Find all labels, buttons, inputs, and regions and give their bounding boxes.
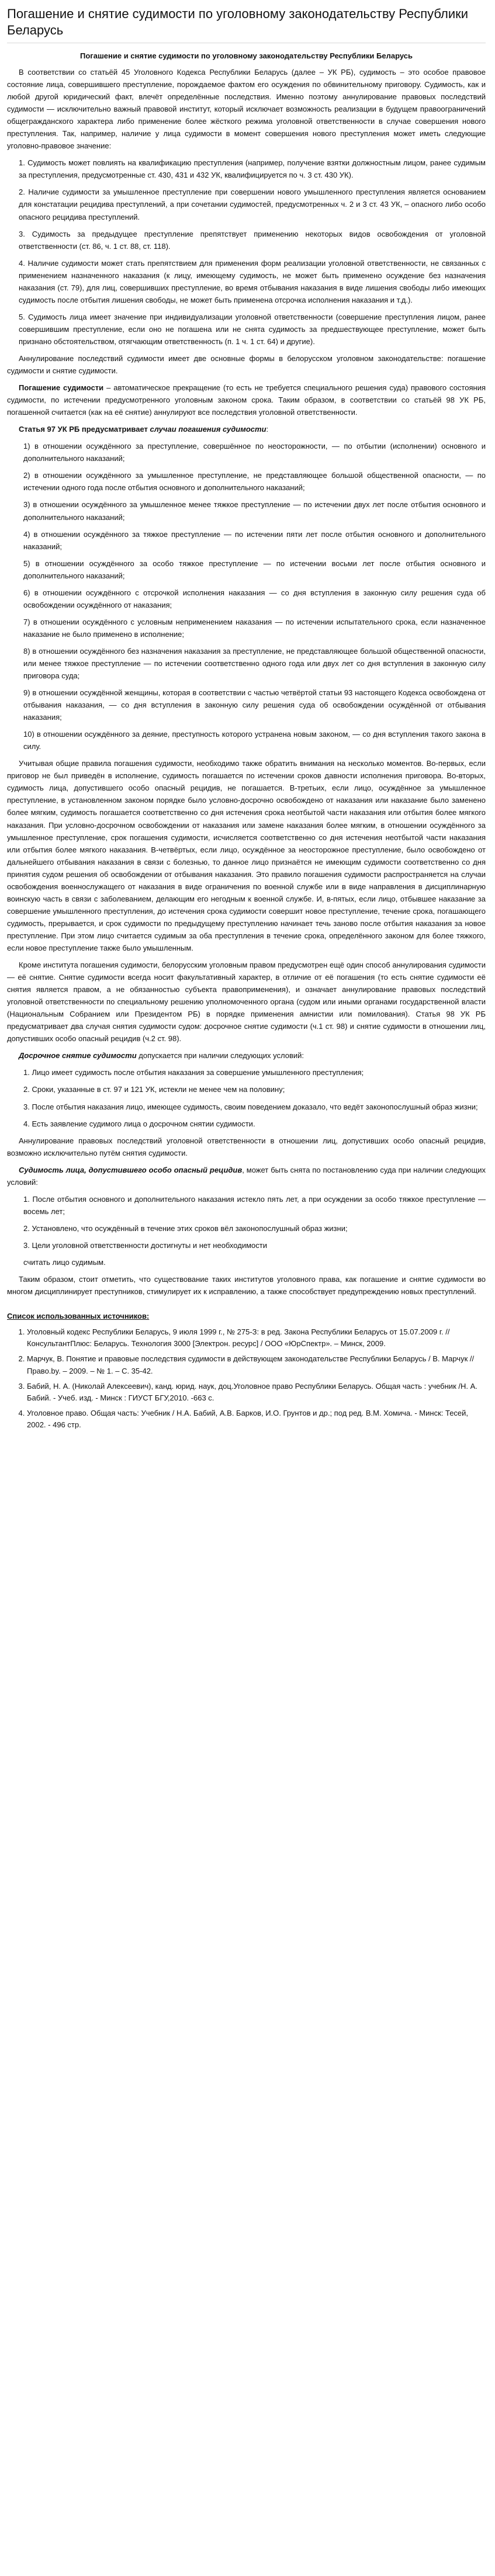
paragraph [7, 352, 486, 377]
paragraph-text: 7) в отношении осуждённого с условным неприменением наказания — по истечении испытательного срока, если назначенное наказание не было применено в исполнение; [23, 617, 486, 639]
paragraph [7, 1222, 486, 1235]
paragraph-text: 1. После отбытия основного и дополнительного наказания истекло пять лет, а при осуждении за особо тяжкое преступление — восемь лет; [23, 1194, 486, 1216]
paragraph-text: 4) в отношении осуждённого за тяжкое преступление — по истечении пяти лет после отбытия основного и дополнительного наказаний; [23, 529, 486, 551]
paragraph [7, 423, 486, 435]
paragraph-text: 4. Есть заявление судимого лица о досрочном снятии судимости. [23, 1119, 255, 1128]
paragraph [7, 757, 486, 954]
paragraph-text: : [266, 425, 269, 434]
paragraph-text: Кроме института погашения судимости, белорусским уголовным правом предусмотрен ещё один способ аннулирования судимости — её снятие. Снятие судимости всегда носит факультативный характер, в отличие от её погашения (то есть снятие судимости её снятия является правом, а не обязанностью субъекта правоприменения), и означает аннулирование правовых последствий уголовной ответственности по специальному решению уполномоченного органа (судом или иными органами государственной власти (Национальным Собранием или Президентом РБ) в порядке применения амнистии или помилования). Статья 98 УК РБ предусматривает два случая снятия судимости судом: досрочное снятие судимости (ч.1 ст. 98) и снятие судимости в отношении лиц, допустивших особо опасный рецидив (ч.2 ст. 98). [7, 961, 486, 1043]
paragraph [7, 1066, 486, 1079]
paragraph-text: Учитывая общие правила погашения судимости, необходимо также обратить внимания на несколько моментов. Во-первых, если приговор не был приведён в исполнение, судимость погашается по истечении сроков давности исполнения приговора. Во-вторых, судимость лица, допустившего особо опасный рецидив, не погашается. В-третьих, если лицо, осуждённое за умышленное преступление, в установленном законом порядке было условно-досрочно освобождено от наказания или наказание было заменено более мягким, судимость погашается соответственно со дня истечения срока неотбытой части наказания или отбытия более мягкого наказания. При условно-досрочном освобождении от наказания или замене наказания более мягким, в отношении осуждённого за умышленное преступление, срок погашения судимости, исчисляется соответственно со дня истечения неотбытой части наказания или отбытия более мягкого наказания. В-четвёртых, если лицо, осуждённое за неосторожное преступление, было освобождено от дальнейшего отбывания наказания в связи с болезнью, то данное лицо признаётся не имеющим судимости соответственно со дня принятия судом решения об освобождении от отбывания наказания. Это правило погашения судимости распространяется на случаи освобождения военнослужащего от наказания в виде ограничения по военной службе или в виде направления в дисциплинарную воинскую часть в связи с заболеванием, делающим его негодным к военной службе. И, в-пятых, если лицо, отбывшее наказание за совершение умышленного преступления, до истечения срока судимости совершит новое преступление, течение срока, погашающего судимость, прерывается, и срок судимости по предыдущему преступлению начинает течь заново после отбытия наказания за новое преступление. При этом лицо считается судимым за оба преступления в течение срока, определённого законом для более тяжкого, если новое преступление также было умышленным. [7, 759, 486, 952]
paragraph [7, 157, 486, 181]
paragraph-text: 1. Лицо имеет судимость после отбытия наказания за совершение умышленного преступления; [23, 1068, 364, 1077]
paragraph-lead: Судимость лица, допустившего особо опасный рецидив [19, 1165, 243, 1174]
paragraph-text: 2) в отношении осуждённого за умышленное преступление, не представляющее большой общественной опасности, — по истечении одного года после отбытия основного и дополнительного наказаний; [23, 471, 486, 493]
paragraph [7, 257, 486, 306]
paragraph [7, 382, 486, 418]
paragraph [7, 228, 486, 252]
paragraph-text: 10) в отношении осуждённого за деяние, преступность которого устранена новым законом, — со дня вступления такого закона в силу. [23, 730, 486, 751]
paragraph-text: 3) в отношении осуждённого за умышленное менее тяжкое преступление — по истечении двух лет после отбытия основного и дополнительного наказаний; [23, 500, 486, 522]
paragraph-text: Таким образом, стоит отметить, что существование таких институтов уголовного права, как погашение и снятие судимости во многом дисциплинирует преступников, стимулирует их к исправлению, а также способствует предупреждению новых преступлений. [7, 1275, 486, 1296]
paragraph [7, 959, 486, 1045]
paragraph [7, 1239, 486, 1251]
paragraph [7, 1193, 486, 1218]
paragraph-text: считать лицо судимым. [23, 1257, 106, 1267]
paragraph [7, 1083, 486, 1095]
paragraph [7, 1101, 486, 1113]
paragraph [7, 1256, 486, 1268]
paragraph [7, 1135, 486, 1159]
reference-item: 4. Уголовное право. Общая часть: Учебник / Н.А. Бабий, А.В. Барков, И.О. Грунтов и др.; под ред. В.М. Хомича. - Минск: Тесей, 2002. - 496 стр. [27, 1407, 486, 1431]
paragraph [7, 587, 486, 611]
paragraph-text: 2. Наличие судимости за умышленное преступление при совершении нового умышленного преступления является основанием для констатации рецидива преступлений, а при сочетании судимостей, предусмотренных ч. 2 и 3 ст. 43 УК, – опасного либо особо опасного рецидива преступлений. [19, 188, 486, 221]
paragraph-text: 1) в отношении осуждённого за преступление, совершённое по неосторожности, — по отбытии (исполнении) основного и дополнительного наказаний; [23, 442, 486, 463]
paragraph-text: , может быть снята по постановлению суда при наличии следующих условий: [7, 1165, 486, 1187]
paragraph [7, 687, 486, 723]
paragraph [7, 1118, 486, 1130]
reference-item: 1. Уголовный кодекс Республики Беларусь, 9 июля 1999 г., № 275-З: в ред. Закона Республики Беларусь от 15.07.2009 г. // КонсультантПлюс: Беларусь. Технология 3000 [Электрон. ресурс] / ООО «ЮрСпектр». – Минск, 2009. [27, 1326, 486, 1350]
paragraph [7, 645, 486, 682]
document-subtitle: Погашение и снятие судимости по уголовному законодательству Республики Беларусь [80, 51, 413, 60]
paragraph-text: 8) в отношении осуждённого без назначения наказания за преступление, не представляющее большой общественной опасности, или менее тяжкое преступление — по истечении соответственно одного года или двух лет со дня вступления в законную силу приговора суда; [23, 646, 486, 681]
paragraph-lead: Досрочное снятие судимости [19, 1051, 137, 1060]
paragraph [7, 557, 486, 582]
paragraph [7, 1273, 486, 1298]
page-title: Погашение и снятие судимости по уголовному законодательству Республики Беларусь [7, 6, 486, 43]
paragraph-text: 2. Сроки, указанные в ст. 97 и 121 УК, истекли не менее чем на половину; [23, 1085, 285, 1094]
paragraph [7, 498, 486, 523]
paragraph [7, 528, 486, 553]
document-body [7, 66, 486, 1298]
paragraph-text: допускается при наличии следующих условий: [136, 1051, 304, 1060]
paragraph-text: В соответствии со статьёй 45 Уголовного Кодекса Республики Беларусь (далее – УК РБ), судимость – это особое правовое состояние лица, совершившего преступление, порождаемое фактом его осуждения по обвинительному приговору. Судимость, как и любой другой юридический факт, влечёт определённые последствия. Именно поэтому аннулирование правовых последствий судимости — исключительно важный правовой институт, который исключает возможность реализации в будущем правоограничений общегражданского характера либо применение более жёсткого режима уголовной ответственности в случае совершения нового преступления. Так, например, наличие у лица судимости в момент совершения нового преступления может иметь следующие уголовно-правовое значение: [7, 68, 486, 151]
reference-item: 2. Марчук, В. Понятие и правовые последствия судимости в действующем законодательстве Республики Беларусь / В. Марчук // Право.by. – 2009. – № 1. – С. 35-42. [27, 1353, 486, 1377]
paragraph-lead: Статья 97 УК РБ предусматривает [19, 425, 150, 434]
paragraph [7, 186, 486, 223]
paragraph-text: 9) в отношении осуждённой женщины, которая в соответствии с частью четвёртой статьи 93 настоящего Кодекса освобождена от отбывания наказания, — со дня вступления в законную силу решения суда об освобождении осуждённой от отбывания наказания; [23, 688, 486, 722]
paragraph-lead: Погашение судимости [19, 383, 104, 393]
paragraph [7, 311, 486, 348]
paragraph [7, 440, 486, 464]
paragraph-text: 5. Судимость лица имеет значение при индивидуализации уголовной ответственности (совершение преступления лицом, ранее совершившим преступление, если оно не погашена или не снята судимость за предшествующее преступление, может быть признано обстоятельством, отягчающим ответственность (п. 1 ч. 1 ст. 64) и другие). [19, 312, 486, 346]
paragraph [7, 469, 486, 494]
paragraph-text: 3. Судимость за предыдущее преступление препятствует применению некоторых видов освобождения от уголовной ответственности (ст. 86, ч. 1 ст. 88, ст. 118). [19, 229, 486, 251]
paragraph-text: – автоматическое прекращение (то есть не требуется специального решения суда) правового состояния судимости, по истечении предусмотренного уголовным законом срока. Таким образом, в соответствии со статьёй 98 УК РБ, погашенной считается (как на её снятие) аннулируют все последствия уголовной ответственности. [7, 383, 486, 417]
paragraph-text: 6) в отношении осуждённого с отсрочкой исполнения наказания — со дня вступления в законную силу решения суда об освобождении осуждённого от наказания; [23, 588, 486, 609]
paragraph-text: Аннулирование правовых последствий уголовной ответственности в отношении лиц, допустивших особо опасный рецидив, возможно исключительно путём снятия судимости. [7, 1136, 486, 1157]
references-list [7, 1326, 486, 1431]
paragraph [7, 1049, 486, 1062]
paragraph-text: 2. Установлено, что осуждённый в течение этих сроков вёл законопослушный образ жизни; [23, 1223, 348, 1233]
paragraph [7, 66, 486, 152]
paragraph-text: 1. Судимость может повлиять на квалификацию преступления (например, получение взятки должностным лицом, ранее судимым за преступления, предусмотренные ст. 430, 431 и 432 УК, квалифицируется по ч. 3 ст. 430 УК). [19, 158, 486, 180]
paragraph-text: 3. Цели уголовной ответственности достигнуты и нет необходимости [23, 1240, 267, 1250]
paragraph [7, 728, 486, 753]
paragraph-text: 3. После отбытия наказания лицо, имеющее судимость, своим поведением доказало, что ведёт законопослушный образ жизни; [23, 1102, 478, 1111]
reference-item: 3. Бабий, Н. А. (Николай Алексеевич), канд. юрид. наук, доц.Уголовное право Республики Беларусь. Общая часть : учебник /Н. А. Бабий. - Учеб. изд. - Минск : ГИУСТ БГУ,2010. -663 с. [27, 1381, 486, 1404]
paragraph-lead-italic: случаи погашения судимости [150, 425, 266, 434]
paragraph [7, 1164, 486, 1188]
references-title: Список использованных источников: [7, 1312, 150, 1321]
paragraph [7, 616, 486, 640]
paragraph-text: 5) в отношении осуждённого за особо тяжкое преступление — по истечении восьми лет после отбытия основного и дополнительного наказаний; [23, 559, 486, 580]
paragraph-text: Аннулирование последствий судимости имеет две основные формы в белорусском уголовном законодательстве: погашение судимости и снятие судимости. [7, 353, 486, 376]
paragraph-text: 4. Наличие судимости может стать препятствием для применения форм реализации уголовной ответственности, не связанных с применением назначенного наказания (к лицу, имеющему судимость, не может быть применено осуждение без назначения наказания (ст. 79), для лиц, совершивших преступление, во время отбывания наказания в виде лишения свободы либо имеющих судимость после отбытия лишения свободы, не может быть применена отсрочка исполнения наказания и т.д.). [19, 258, 486, 304]
